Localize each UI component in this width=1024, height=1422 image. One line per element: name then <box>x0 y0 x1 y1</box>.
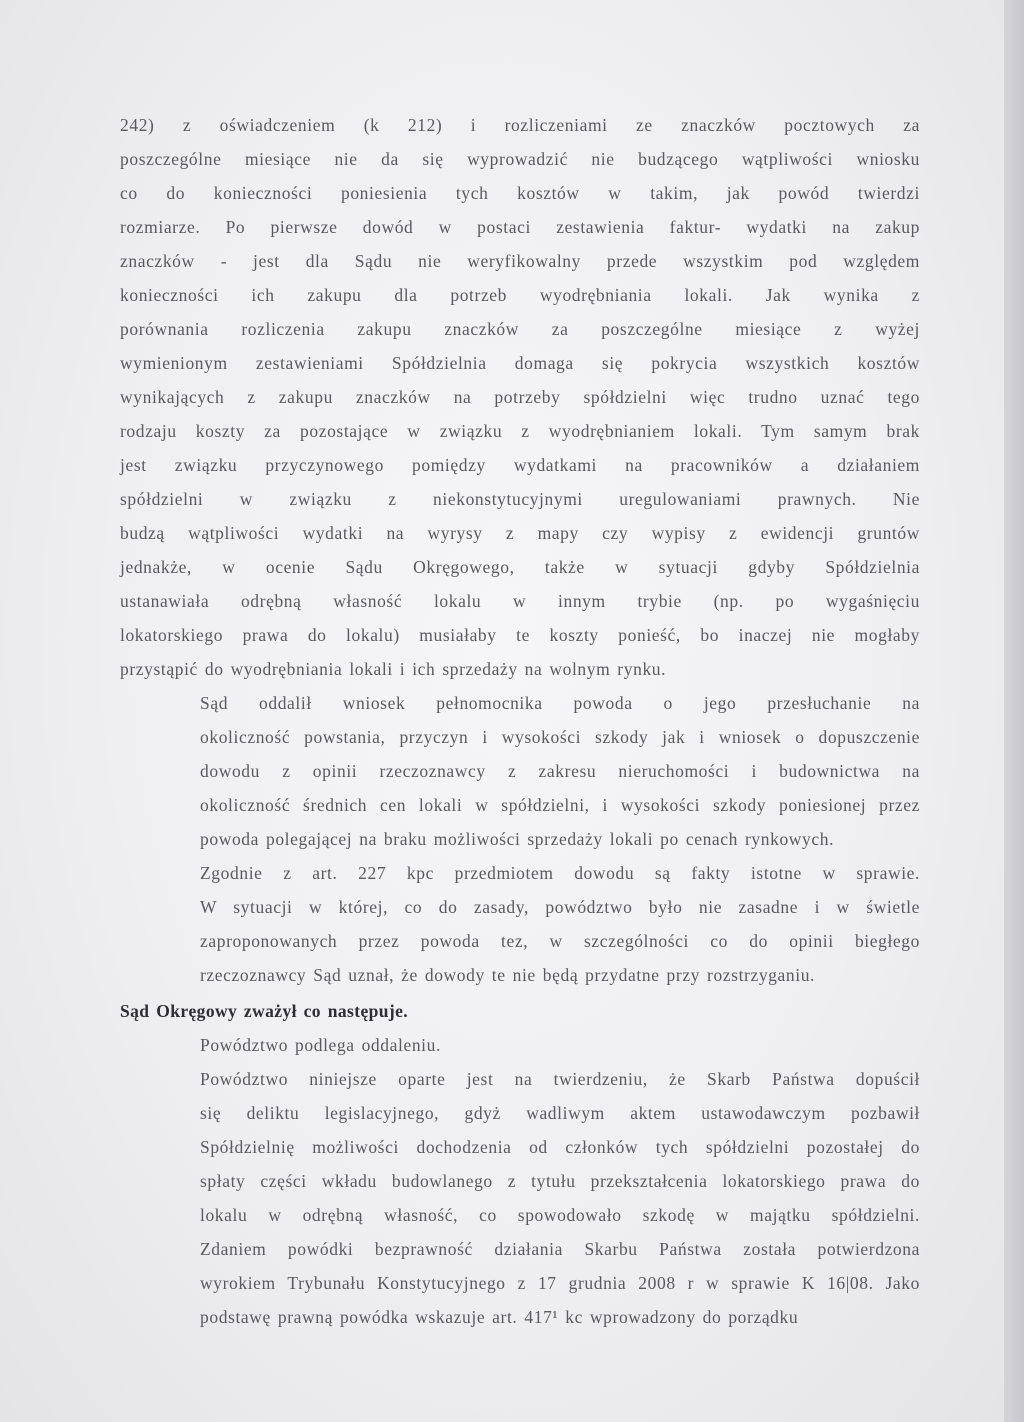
text-line: rzeczoznawcy Sąd uznał, że dowody te nie będą przydatne przy rozstrzyganiu. <box>200 965 816 985</box>
text-line: powoda polegającej na braku możliwości sprzedaży lokali po cenach rynkowych. <box>200 829 835 849</box>
text-line: rozmiarze. Po pierwsze dowód w postaci zestawienia faktur- wydatki na zakup <box>120 217 920 237</box>
text-line: wyrokiem Trybunału Konstytucyjnego z 17 grudnia 2008 r w sprawie K 16|08. Jako <box>200 1273 920 1293</box>
paragraph-p5 <box>120 1062 920 1334</box>
paragraph-p2 <box>120 686 920 856</box>
paragraph-p1 <box>120 108 920 686</box>
text-line: Powództwo podlega oddaleniu. <box>200 1035 441 1055</box>
text-line: co do konieczności poniesienia tych kosztów w takim, jak powód twierdzi <box>120 183 920 203</box>
text-line: okoliczność średnich cen lokali w spółdzielni, i wysokości szkody poniesionej przez <box>200 795 920 815</box>
text-line: poszczególne miesiące nie da się wyprowadzić nie budzącego wątpliwości wniosku <box>120 149 920 169</box>
text-line: znaczków - jest dla Sądu nie weryfikowalny przede wszystkim pod względem <box>120 251 920 271</box>
text-line: zaproponowanych przez powoda tez, w szczególności co do opinii biegłego <box>200 931 920 951</box>
text-line: Zdaniem powódki bezprawność działania Skarbu Państwa została potwierdzona <box>200 1239 920 1259</box>
text-line: budzą wątpliwości wydatki na wyrysy z mapy czy wypisy z ewidencji gruntów <box>120 523 920 543</box>
text-line: okoliczność powstania, przyczyn i wysokości szkody jak i wniosek o dopuszczenie <box>200 727 920 747</box>
text-line: wymienionym zestawieniami Spółdzielnia domaga się pokrycia wszystkich kosztów <box>120 353 920 373</box>
text-line: Powództwo niniejsze oparte jest na twierdzeniu, że Skarb Państwa dopuścił <box>200 1069 920 1089</box>
text-line: ustanawiała odrębną własność lokalu w innym trybie (np. po wygaśnięciu <box>120 591 920 611</box>
text-line: konieczności ich zakupu dla potrzeb wyodrębniania lokali. Jak wynika z <box>120 285 920 305</box>
text-line: jednakże, w ocenie Sądu Okręgowego, także w sytuacji gdyby Spółdzielnia <box>120 557 920 577</box>
text-line: 242) z oświadczeniem (k 212) i rozliczeniami ze znaczków pocztowych za <box>120 115 920 135</box>
paragraph-p4 <box>120 1028 920 1062</box>
text-line: przystąpić do wyodrębniania lokali i ich sprzedaży na wolnym rynku. <box>120 659 667 679</box>
text-line: lokalu w odrębną własność, co spowodowało szkodę w majątku spółdzielni. <box>200 1205 920 1225</box>
text-line: spółdzielni w związku z niekonstytucyjnymi uregulowaniami prawnych. Nie <box>120 489 920 509</box>
section-heading: Sąd Okręgowy zważył co następuje. <box>120 1001 409 1021</box>
text-line: Zgodnie z art. 227 kpc przedmiotem dowodu są fakty istotne w sprawie. <box>200 863 920 883</box>
text-line: się deliktu legislacyjnego, gdyż wadliwym aktem ustawodawczym pozbawił <box>200 1103 920 1123</box>
text-line: Sąd oddalił wniosek pełnomocnika powoda o jego przesłuchanie na <box>200 693 920 713</box>
text-line: wynikających z zakupu znaczków na potrzeby spółdzielni więc trudno uznać tego <box>120 387 920 407</box>
page-edge-shadow <box>1004 0 1024 1422</box>
text-line: lokatorskiego prawa do lokalu) musiałaby te koszty ponieść, bo inaczej nie mogłaby <box>120 625 920 645</box>
text-line: podstawę prawną powódka wskazuje art. 417¹ kc wprowadzony do porządku <box>200 1307 799 1327</box>
text-line: spłaty części wkładu budowlanego z tytułu przekształcenia lokatorskiego prawa do <box>200 1171 920 1191</box>
text-line: porównania rozliczenia zakupu znaczków za poszczególne miesiące z wyżej <box>120 319 920 339</box>
text-line: Spółdzielnię możliwości dochodzenia od członków tych spółdzielni pozostałej do <box>200 1137 920 1157</box>
document-body <box>120 108 920 1334</box>
text-line: rodzaju koszty za pozostające w związku z wyodrębnianiem lokali. Tym samym brak <box>120 421 920 441</box>
text-line: dowodu z opinii rzeczoznawcy z zakresu nieruchomości i budownictwa na <box>200 761 920 781</box>
text-line: W sytuacji w której, co do zasady, powództwo było nie zasadne i w świetle <box>200 897 920 917</box>
paragraph-p3 <box>120 856 920 992</box>
text-line: jest związku przyczynowego pomiędzy wydatkami na pracowników a działaniem <box>120 455 920 475</box>
